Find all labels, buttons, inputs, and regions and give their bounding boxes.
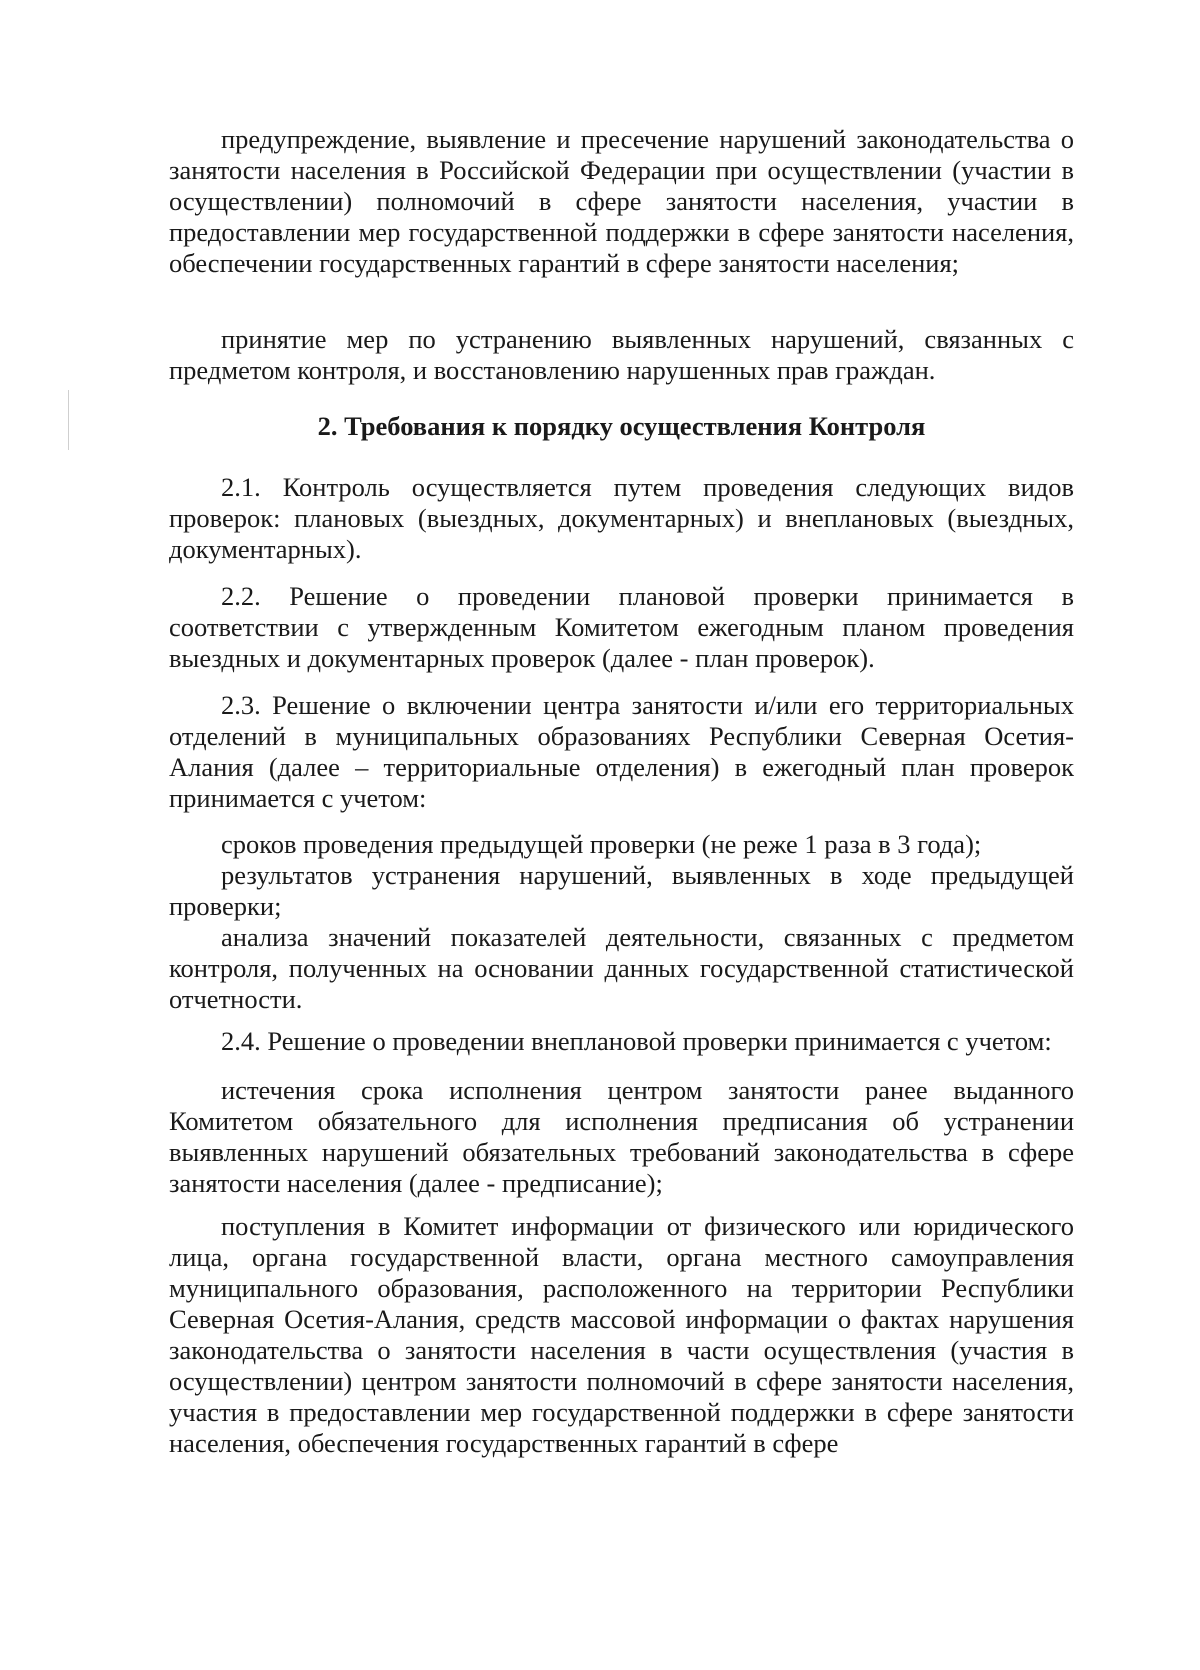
paragraph-2-2: 2.2. Решение о проведении плановой проверки принимается в соответствии с утвержденным Комитетом ежегодным планом проведения выездных и документарных проверок (далее - план проверок). bbox=[169, 581, 1074, 673]
paragraph-2-4: 2.4. Решение о проведении внеплановой проверки принимается с учетом: bbox=[221, 1026, 1052, 1056]
criteria-list bbox=[169, 829, 1074, 1015]
paragraph-information: поступления в Комитет информации от физического или юридического лица, органа государственной власти, органа местного самоуправления муниципального образования, расположенного на территории Республики Северная Осетия-Алания, средств массовой информации о фактах нарушения законодательства о занятости населения в части осуществления (участия в осуществлении) центром занятости полномочий в сфере занятости населения, участия в предоставлении мер государственной поддержки в сфере занятости населения, обеспечения государственных гарантий в сфере bbox=[169, 1211, 1074, 1458]
paragraph-prevention: предупреждение, выявление и пресечение нарушений законодательства о занятости населения в Российской Федерации при осуществлении (участии в осуществлении) полномочий в сфере занятости населения, участии в предоставлении мер государственной поддержки в сфере занятости населения, обеспечении государственных гарантий в сфере занятости населения; bbox=[169, 124, 1074, 278]
paragraph-remedy: принятие мер по устранению выявленных нарушений, связанных с предметом контроля, и восстановлению нарушенных прав граждан. bbox=[169, 324, 1074, 385]
section-heading: 2. Требования к порядку осуществления Контроля bbox=[317, 411, 926, 441]
paragraph-2-1: 2.1. Контроль осуществляется путем проведения следующих видов проверок: плановых (выездных, документарных) и внеплановых (выездных, документарных). bbox=[169, 472, 1074, 564]
list-item: анализа значений показателей деятельности, связанных с предметом контроля, полученных на основании данных государственной статистической отчетности. bbox=[169, 922, 1074, 1014]
list-item: результатов устранения нарушений, выявленных в ходе предыдущей проверки; bbox=[169, 860, 1074, 921]
paragraph-2-3: 2.3. Решение о включении центра занятости и/или его территориальных отделений в муниципальных образованиях Республики Северная Осетия-Алания (далее – территориальные отделения) в ежегодный план проверок принимается с учетом: bbox=[169, 690, 1074, 813]
list-item: сроков проведения предыдущей проверки (не реже 1 раза в 3 года); bbox=[221, 829, 982, 859]
scan-margin-artifact bbox=[68, 390, 69, 450]
paragraph-prescription: истечения срока исполнения центром занятости ранее выданного Комитетом обязательного для исполнения предписания об устранении выявленных нарушений обязательных требований законодательства в сфере занятости населения (далее - предписание); bbox=[169, 1075, 1074, 1198]
